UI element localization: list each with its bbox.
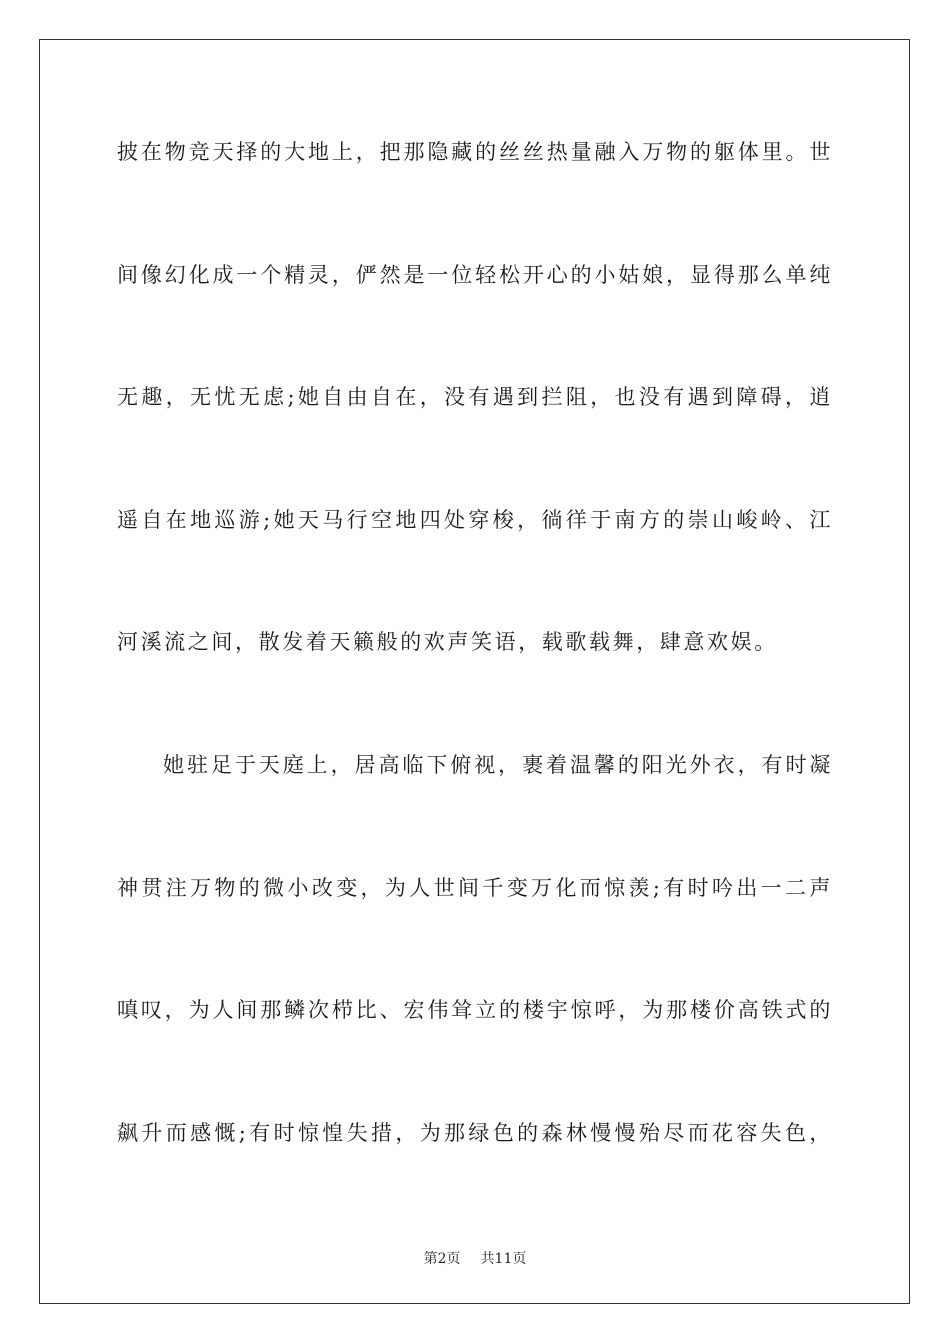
text-line: 飙升而感慨;有时惊惶失措，为那绿色的森林慢慢殆尽而花容失色， — [117, 1120, 833, 1145]
text-line: 她驻足于天庭上，居高临下俯视，裹着温馨的阳光外衣，有时凝 — [163, 752, 833, 777]
text-line: 披在物竞天择的大地上，把那隐藏的丝丝热量融入万物的躯体里。世 — [117, 140, 833, 164]
page-number: 第2页 — [423, 1251, 461, 1267]
page-total: 共11页 — [480, 1251, 527, 1267]
text-line: 无趣，无忧无虑;她自由自在，没有遇到拦阻，也没有遇到障碍，逍 — [117, 385, 833, 410]
text-line: 嗔叹，为人间那鳞次栉比、宏伟耸立的楼宇惊呼，为那楼价高铁式的 — [117, 998, 833, 1023]
text-line: 神贯注万物的微小改变，为人世间千变万化而惊羡;有时吟出一二声 — [117, 875, 833, 900]
text-line: 遥自在地巡游;她天马行空地四处穿梭，徜徉于南方的崇山峻岭、江 — [117, 507, 833, 532]
document-body — [117, 132, 833, 1235]
text-line: 河溪流之间，散发着天籁般的欢声笑语，载歌载舞，肆意欢娱。 — [117, 630, 778, 655]
text-line: 间像幻化成一个精灵，俨然是一位轻松开心的小姑娘，显得那么单纯 — [117, 262, 833, 287]
page-footer — [0, 1248, 950, 1268]
